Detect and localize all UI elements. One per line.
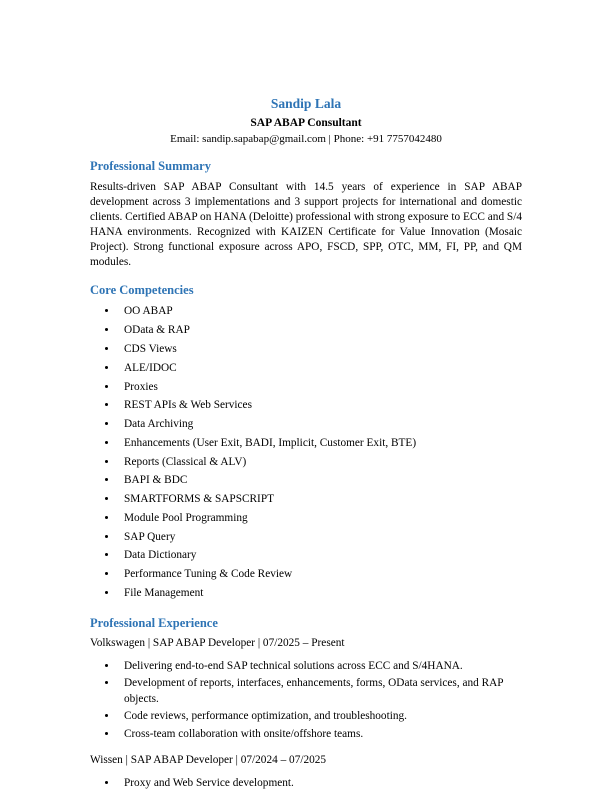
- job-wissen: [90, 754, 522, 792]
- section-professional-summary: [90, 159, 522, 269]
- competency-item: • SAP Query: [118, 530, 522, 546]
- competency-item: • Module Pool Programming: [118, 511, 522, 527]
- job-bullet: • Code reviews, performance optimization, and troubleshooting.: [118, 709, 522, 725]
- section-core-competencies: [90, 283, 522, 601]
- core-competencies-list: [90, 304, 522, 601]
- job-bullet: • Cross-team collaboration with onsite/offshore teams.: [118, 727, 522, 743]
- job-title-line: Volkswagen | SAP ABAP Developer | 07/2025 – Present: [90, 636, 345, 649]
- job-bullet: • Proxy and Web Service development.: [118, 776, 522, 792]
- professional-experience-heading: Professional Experience: [90, 615, 218, 630]
- competency-item: • SMARTFORMS & SAPSCRIPT: [118, 492, 522, 508]
- competency-item: • OO ABAP: [118, 304, 522, 320]
- job-bullet: • Development of reports, interfaces, enhancements, forms, OData services, and RAP objects.: [118, 676, 522, 707]
- competency-item: • Reports (Classical & ALV): [118, 455, 522, 471]
- competency-item: • Data Dictionary: [118, 548, 522, 564]
- competency-item: • File Management: [118, 586, 522, 602]
- job-volkswagen: [90, 637, 522, 743]
- core-competencies-heading: Core Competencies: [90, 283, 194, 298]
- competency-item: • Data Archiving: [118, 417, 522, 433]
- competency-item: • BAPI & BDC: [118, 473, 522, 489]
- document-header: [90, 96, 522, 145]
- competency-item: • ALE/IDOC: [118, 361, 522, 377]
- job-title-line: Wissen | SAP ABAP Developer | 07/2024 – 07/2025: [90, 754, 327, 767]
- section-professional-experience: [90, 616, 522, 792]
- professional-summary-heading: Professional Summary: [90, 159, 211, 173]
- competency-item: • Enhancements (User Exit, BADI, Implicit, Customer Exit, BTE): [118, 436, 522, 452]
- competency-item: • Performance Tuning & Code Review: [118, 567, 522, 583]
- candidate-role: SAP ABAP Consultant: [250, 117, 362, 129]
- candidate-name: Sandip Lala: [270, 96, 342, 111]
- competency-item: • CDS Views: [118, 342, 522, 358]
- competency-item: • REST APIs & Web Services: [118, 398, 522, 414]
- competency-item: • OData & RAP: [118, 323, 522, 339]
- contact-line: Email: sandip.sapabap@gmail.com | Phone: +91 7757042480: [170, 133, 442, 145]
- job-bullet-list: [90, 659, 522, 743]
- professional-summary-text: Results-driven SAP ABAP Consultant with 14.5 years of experience in SAP ABAP development across 3 implementations and 3 support projects for international and domestic clients. Certified ABAP on HANA (Deloitte) professional with strong exposure to ECC and S/4 HANA environments. Recognized with KAIZEN Certificate for Value Innovation (Mosaic Project). Strong functional exposure across APO, FSCD, SPP, OTC, MM, FI, PP, and QM modules.: [90, 181, 522, 268]
- competency-item: • Proxies: [118, 380, 522, 396]
- job-bullet-list: [90, 776, 522, 792]
- job-bullet: • Delivering end-to-end SAP technical solutions across ECC and S/4HANA.: [118, 659, 522, 675]
